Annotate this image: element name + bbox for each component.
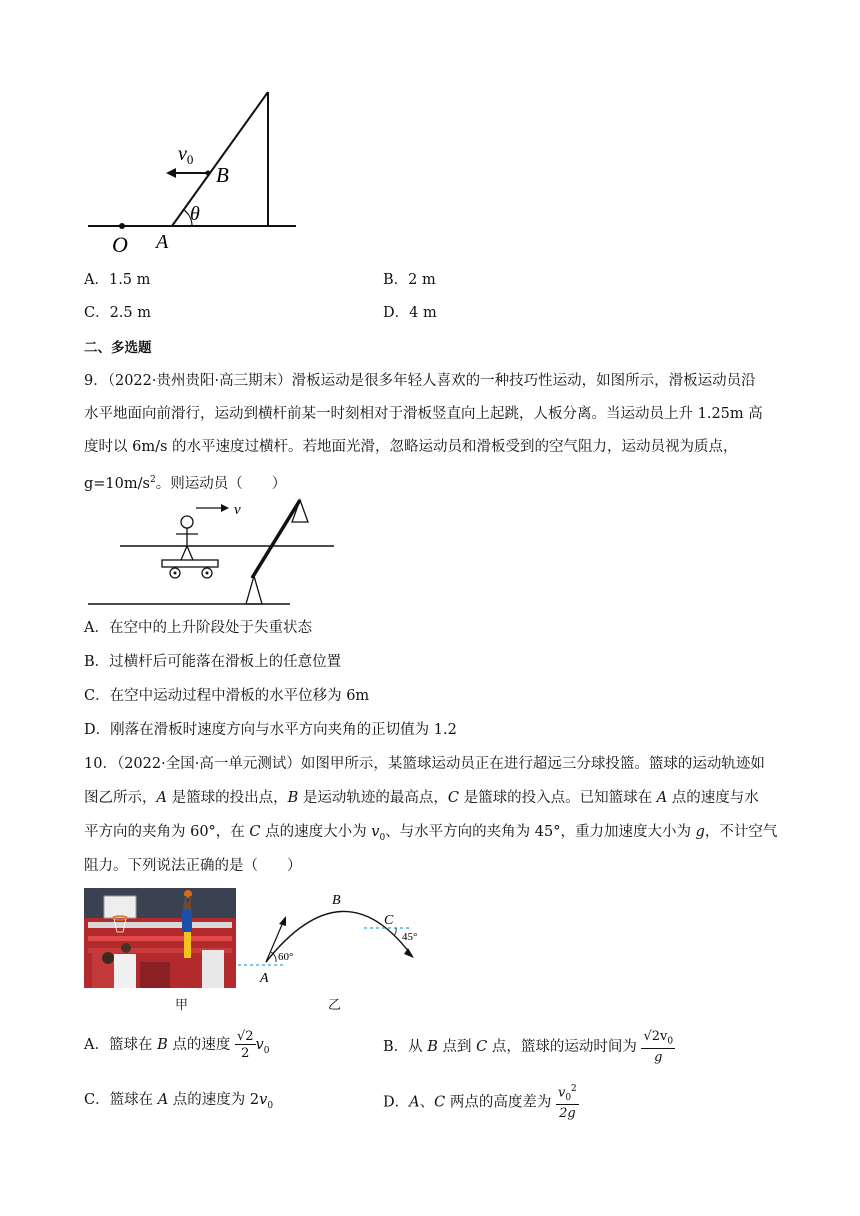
q8-option-b: B．2 m [383, 272, 436, 288]
q10-option-b: B．从 B 点到 C 点，篮球的运动时间为 $\frac{√2v_0}{g}$ [383, 1029, 674, 1065]
arrow-head [166, 168, 176, 178]
skateboard [162, 560, 218, 567]
fraction-time: $\frac{√2v_0}{g}$ [643, 1029, 674, 1065]
q10-line-4: 阻力。下列说法正确的是（ ） [84, 858, 302, 874]
traj-c-label: C [384, 913, 394, 928]
fraction-sqrt2-over-2: $\frac{√2}{2}$ [236, 1029, 254, 1061]
q10-line-2: 图乙所示，A 是篮球的投出点，B 是运动轨迹的最高点，C 是篮球的投入点。已知篮球在 A 点的速度与水 [84, 790, 759, 806]
q9-option-c: C．在空中运动过程中滑板的水平位移为 6m [84, 688, 370, 704]
section-heading: 二、多选题 [84, 340, 152, 356]
photo-caption-jia: 甲 [175, 998, 189, 1013]
trajectory-diagram [236, 886, 436, 986]
q9-option-b: B．过横杆后可能落在滑板上的任意位置 [84, 654, 342, 670]
incline-figure [80, 80, 310, 260]
point-o [119, 223, 125, 229]
q8-option-c: C．2.5 m [84, 305, 152, 321]
angle-60-label: 60° [278, 951, 294, 963]
q9-line-3: 度时以 6m/s 的水平速度过横杆。若地面光滑，忽略运动员和滑板受到的空气阻力，运动员视为质点， [84, 439, 738, 455]
b-label: B [216, 163, 229, 187]
q9-option-a: A．在空中的上升阶段处于失重状态 [84, 620, 312, 636]
diagram-caption-yi: 乙 [328, 998, 342, 1013]
q10-option-a: A．篮球在 B 点的速度 $\frac{√2}{2}$ $v_0$ [84, 1029, 270, 1061]
q9-line-1: 9．（2022·贵州贵阳·高三期末）滑板运动是很多年轻人喜欢的一种技巧性运动，如图所示，滑板运动员沿 [84, 373, 756, 389]
q9-line-2: 水平地面向前滑行，运动到横杆前某一时刻相对于滑板竖直向上起跳，人板分离。当运动员上升 1.25m 高 [84, 406, 763, 422]
traj-a-label: A [260, 971, 269, 986]
v0-label: $v_0$ [178, 143, 194, 167]
support-left [246, 576, 262, 604]
skateboard-figure [80, 492, 340, 612]
crossbar [252, 500, 300, 578]
q10-line-1: 10．（2022·全国·高一单元测试）如图甲所示，某篮球运动员正在进行超远三分球投篮。篮球的运动轨迹如 [84, 756, 765, 772]
v-label: v [234, 502, 241, 518]
q10-line-3: 平方向的夹角为 60°，在 C 点的速度大小为 $v_0$、与水平方向的夹角为 45°，重力加速度大小为 g，不计空气 [84, 824, 778, 843]
q10-option-c: C．篮球在 A 点的速度为 $2v_0$ [84, 1092, 274, 1111]
point-b [206, 171, 211, 176]
theta-label: θ [190, 203, 200, 225]
traj-b-label: B [332, 893, 341, 908]
a-label: A [156, 231, 169, 253]
fraction-height: $\frac{v_0^2}{2g}$ [557, 1084, 577, 1121]
angle-45-label: 45° [402, 931, 418, 943]
basketball-photo [84, 888, 236, 988]
q8-option-a: A．1.5 m [84, 272, 151, 288]
skater-head [181, 516, 193, 528]
q9-option-d: D．刚落在滑板时速度方向与水平方向夹角的正切值为 1.2 [84, 722, 457, 738]
o-label: O [112, 232, 128, 257]
q10-option-d: D．A、C 两点的高度差为 $\frac{v_0^2}{2g}$ [383, 1084, 577, 1121]
q8-option-d: D．4 m [383, 305, 437, 321]
q9-line-4: $g=10m/s^2$。则运动员（ ） [84, 475, 287, 492]
